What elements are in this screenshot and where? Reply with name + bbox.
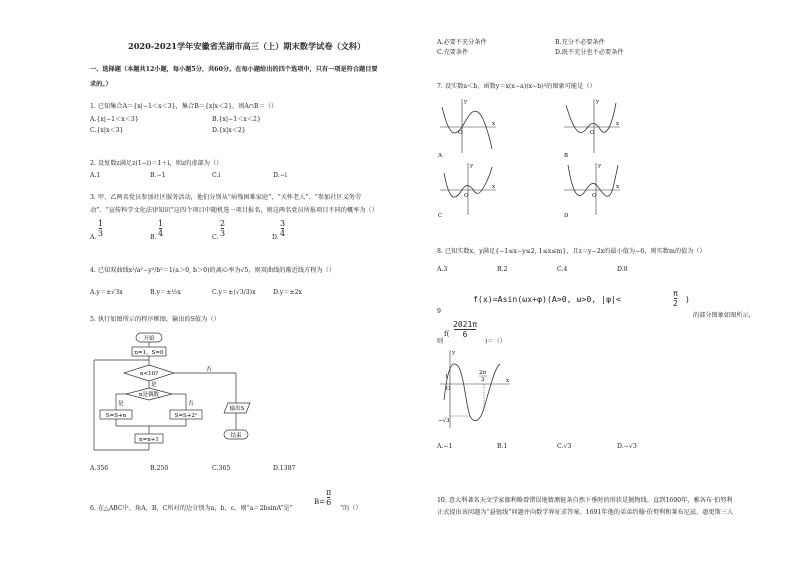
svg-text:−√3: −√3 bbox=[438, 418, 450, 424]
q3-option-c: C. bbox=[212, 234, 219, 241]
q3-option-c-fraction: 2 3 bbox=[220, 219, 226, 238]
svg-text:x: x bbox=[616, 121, 620, 127]
q3-option-b-fraction: 1 4 bbox=[158, 219, 164, 238]
svg-text:O: O bbox=[590, 130, 595, 136]
q10-stem-cont: 正式提出该问题为“悬链线”问题并向数学界征求答案。1691年他的弟弟约翰·伯努利和莱布尼兹、惠更斯三人 bbox=[437, 509, 734, 516]
q8-option-b: B.2 bbox=[497, 266, 508, 273]
q3-stem-cont: 动”、“宣传科学文化法律知识”这四个项目中随机选一项目报名，则这两名党员所报项目不同的概率为（） bbox=[90, 207, 378, 214]
flow-inc: n=n+1 bbox=[139, 437, 159, 443]
q6-pi-fraction: π 6 bbox=[326, 488, 332, 507]
flow-end: 结束 bbox=[230, 433, 242, 439]
q5-option-b: B.250 bbox=[150, 465, 169, 472]
q9-option-a: A.−1 bbox=[437, 443, 453, 450]
svg-text:O: O bbox=[464, 193, 469, 199]
q8-option-d: D.8 bbox=[617, 266, 628, 273]
q9-formula-close: ) bbox=[685, 294, 690, 304]
q10-stem: 10. 意大利著名天文学家伽利略曾错误地猜测链条自然下垂时的形状是抛物线。直到1690年，雅各布·伯努利 bbox=[437, 497, 733, 504]
flow-no-2: 否 bbox=[188, 401, 194, 407]
flow-yes-1: 是 bbox=[151, 382, 157, 388]
flow-start: 开始 bbox=[143, 336, 155, 342]
q3-option-a: A. bbox=[90, 234, 97, 241]
q9-graph bbox=[438, 348, 513, 430]
q5-option-d: D.1387 bbox=[273, 465, 296, 472]
q1-stem: 1. 已知集合A＝{x|−1＜x＜3}，集合B＝{x|x＜2}，则A∩B＝（） bbox=[90, 103, 278, 110]
q7-graph-c bbox=[438, 163, 496, 219]
section-heading: 一、选择题（本题共12小题，每小题5分，共60分。在每小题给出的四个选项中，只有一项是符合题目要 bbox=[90, 66, 378, 73]
q9-stem-after: 的部分图象如图所示， bbox=[693, 312, 755, 319]
q5-stem: 5. 执行如图所示的程序框图，输出的S值为（） bbox=[90, 316, 220, 323]
q7-label-a: A bbox=[438, 153, 442, 159]
svg-text:y: y bbox=[598, 163, 602, 169]
q9-option-c: C.√3 bbox=[557, 443, 572, 450]
q5-option-a: A.356 bbox=[90, 465, 109, 472]
q1-option-a: A.{x|−1＜x＜3} bbox=[90, 116, 139, 123]
svg-text:2π: 2π bbox=[479, 370, 487, 376]
q2-option-a: A.1 bbox=[90, 172, 101, 179]
q1-option-c: C.{x|x＜3} bbox=[90, 127, 124, 134]
q7-label-d: D bbox=[564, 213, 569, 219]
svg-text:x: x bbox=[492, 184, 496, 190]
q9-phi-fraction: π 2 bbox=[673, 289, 678, 308]
q7-graph-b bbox=[564, 99, 620, 159]
flow-init: n=1，S=0 bbox=[134, 350, 164, 356]
q7-stem: 7. 设实数a＜b，函数y＝x(x−a)(x−b)²的图象可能是（） bbox=[437, 83, 596, 90]
q7-graph-d bbox=[564, 163, 620, 219]
q9-arg-fraction: 2021π 6 bbox=[453, 320, 478, 339]
q3-option-a-fraction: 1 3 bbox=[98, 219, 104, 238]
q2-option-c: C.i bbox=[212, 172, 221, 179]
q3-option-d: D. bbox=[272, 234, 279, 241]
q2-option-d: D.−i bbox=[273, 172, 287, 179]
q1-option-d: D.{x|x＜2} bbox=[212, 127, 246, 134]
q6-option-d: D.既不充分也不必要条件 bbox=[555, 49, 624, 56]
q5-option-c: C.365 bbox=[212, 465, 231, 472]
flow-yes-2: 是 bbox=[118, 401, 124, 407]
q4-stem: 4. 已知双曲线x²/a²−y²/b²＝1(a＞0, b＞0)的离心率为√5，则双曲线的渐近线方程为（） bbox=[90, 267, 335, 274]
page-title: 2020-2021学年安徽省芜湖市高三（上）期末数学试卷（文科） bbox=[128, 41, 366, 51]
flow-no-1: 否 bbox=[206, 367, 212, 373]
q7-graphs bbox=[436, 95, 656, 220]
q6-option-b: B.充分不必要条件 bbox=[555, 39, 605, 46]
flow-cond2: n是偶数 bbox=[138, 392, 160, 398]
q2-stem: 2. 设复数z满足z(1−i)＝1＋i，则z的虚部为（） bbox=[90, 160, 223, 167]
q8-option-a: A.3 bbox=[437, 266, 448, 273]
q9-option-d: D.−√3 bbox=[617, 443, 637, 450]
q7-graph-a bbox=[437, 99, 496, 159]
svg-text:y: y bbox=[596, 99, 600, 105]
q6-option-a: A.必要不充分条件 bbox=[437, 39, 487, 46]
q6-b-equals: B= bbox=[314, 498, 326, 506]
q7-label-b: B bbox=[564, 153, 569, 159]
svg-text:x: x bbox=[616, 184, 620, 190]
q4-option-d: D.y＝±2x bbox=[273, 289, 303, 296]
svg-text:1: 1 bbox=[445, 374, 449, 380]
q9-f-open: f( bbox=[444, 330, 450, 338]
svg-text:x: x bbox=[492, 121, 496, 127]
svg-text:3: 3 bbox=[481, 377, 485, 383]
q4-option-b: B.y＝±½x bbox=[150, 289, 181, 296]
q9-f-close: )＝（） bbox=[485, 338, 506, 345]
svg-text:y: y bbox=[464, 99, 468, 105]
q4-option-a: A.y＝±√3x bbox=[90, 289, 123, 296]
flow-branch-no: S=S+2ⁿ bbox=[174, 413, 198, 419]
svg-text:O: O bbox=[592, 193, 597, 199]
flow-cond1: n<10? bbox=[139, 371, 159, 377]
q1-option-b: B.{x|−1＜x＜2} bbox=[212, 116, 261, 123]
q9-then: 则 bbox=[437, 338, 444, 345]
q6-stem-tail: ”的（） bbox=[340, 505, 362, 512]
svg-text:y: y bbox=[470, 163, 474, 169]
flow-output: 输出S bbox=[229, 406, 245, 412]
q5-flowchart bbox=[88, 330, 258, 455]
q9-formula: f(x)=Asin(ωx+φ)(A>0, ω>0, |φ|< bbox=[473, 294, 621, 304]
svg-text:O: O bbox=[458, 130, 463, 136]
flow-branch-yes: S=S+n bbox=[105, 413, 127, 419]
q3-option-d-fraction: 3 4 bbox=[280, 219, 286, 238]
q7-label-c: C bbox=[438, 213, 443, 219]
q4-option-c: C.y＝±(√3/3)x bbox=[212, 289, 256, 296]
section-heading-cont: 求的。） bbox=[90, 81, 112, 88]
q2-option-b: B.−1 bbox=[150, 172, 166, 179]
q3-stem: 3. 甲、乙两名党员参加社区服务活动，他们分别从“病残困难家庭”、“关怀老人”、“参加社区义务劳 bbox=[90, 194, 362, 201]
q8-stem: 8. 已知实数x，y满足{−1≤x−y≤2, 1≤x≤m}，且z＝y−2x的最小值为−6，则实数m的值为（） bbox=[437, 248, 706, 255]
q3-option-b: B. bbox=[150, 234, 157, 241]
svg-text:O: O bbox=[446, 386, 451, 392]
q6-stem: 6. 在△ABC中，角A，B，C所对的边分别为a，b，c，则“a＝2bsinA”是“ bbox=[90, 505, 293, 512]
q9-option-b: B.1 bbox=[497, 443, 508, 450]
q9-number: 9 bbox=[437, 308, 441, 315]
q8-option-c: C.4 bbox=[557, 266, 568, 273]
q6-option-c: C.充要条件 bbox=[437, 49, 469, 56]
svg-text:x: x bbox=[506, 378, 510, 384]
svg-text:y: y bbox=[452, 350, 456, 356]
